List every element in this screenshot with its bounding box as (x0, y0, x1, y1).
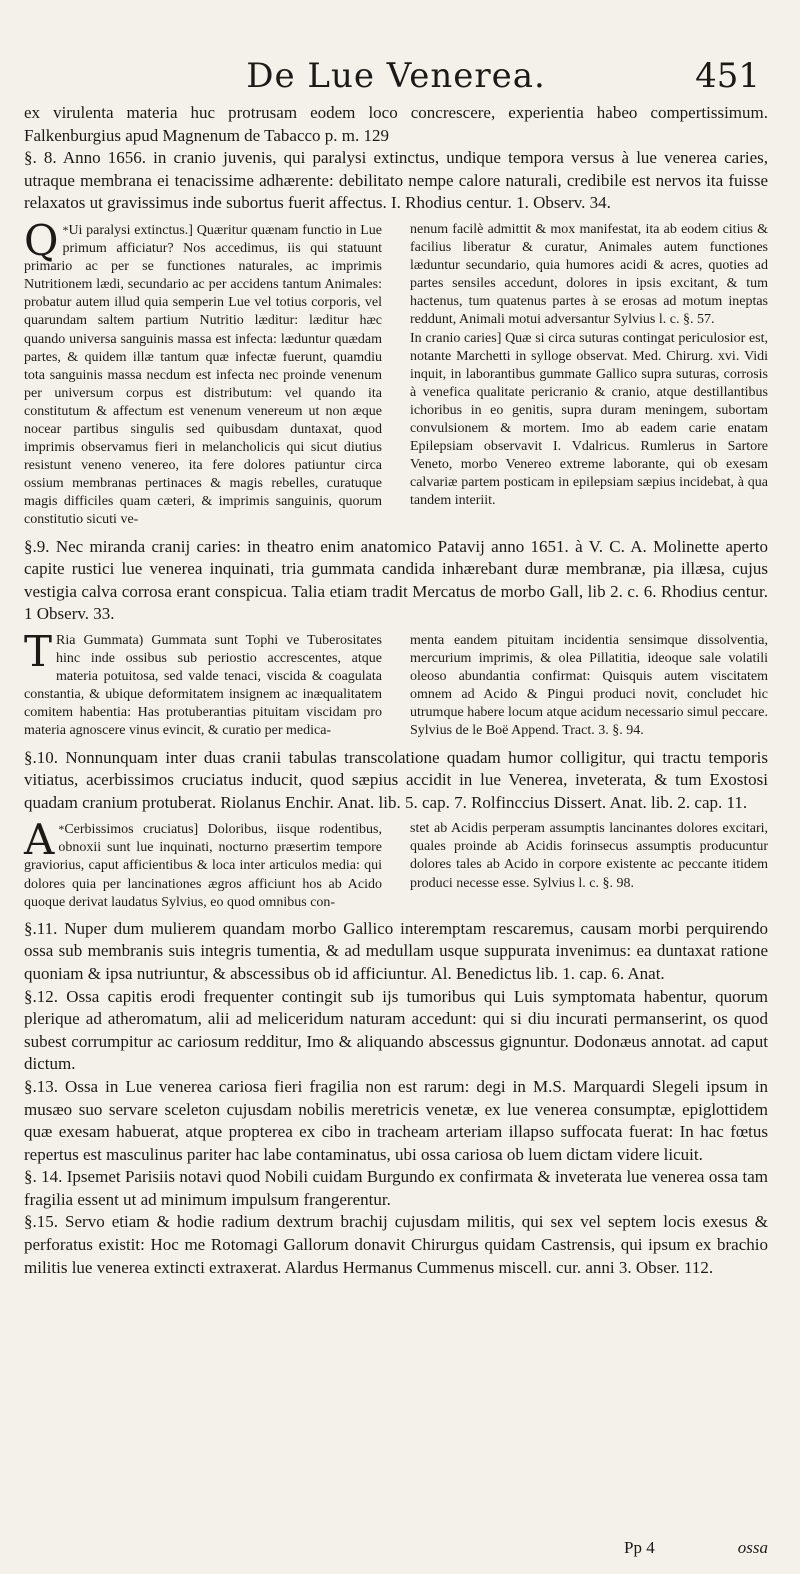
commentary-3-right: stet ab Acidis perperam assumptis lancinantes dolores excitari, quales proinde ab Acidis forinsecus assumptis producuntur dolores tales ab Acido in corpore existente ac peccante itidem produci necesse esse. Sylvius l. c. §. 98. (410, 821, 768, 891)
page-number: 451 (695, 56, 760, 96)
commentary-block-2 (24, 626, 768, 741)
commentary-3-left (24, 815, 382, 911)
catchword: ossa (737, 1538, 768, 1557)
running-title: De Lue Venerea. (246, 56, 546, 96)
commentary-1-left-text: Ui paralysi extinctus.] Quæritur quænam functio in Lue primum afficiatur? Nos accedimus, iis qui statuunt primario ac per se functiones naturales, ac imprimis Nutritionem lædi, secundario ac per accidens tantum Animales: probatur autem illud quia semperin Lue vel totius corporis, vel quarundam saltem partium Nutritio læditur: læditur hæc quando universa sanguinis massa est infecta: læduntur quædam partes, & quidem illæ tantum quæ infectæ fuerunt, quamdiu tota sanguinis massa necdum est infecta nec proinde venenum per universum corpus est distributum: vel quando ita constitutum & affectum est venenum venereum ut non æque nocear partibus singulis sed quibusdam duntaxat, quod imprimis observamus fieri in melancholicis qui sicut diutius resistunt veneno venereo, ita fere dolores patiuntur circa ossium membranas pertinaces & magis rebelles, curatuque magis difficiles quam cæteri, & imprimis sanguinis, quorum constitutio sicuti ve- (24, 222, 382, 528)
commentary-2-left-column (24, 626, 382, 741)
page-header (24, 50, 768, 102)
drop-cap-t: T (24, 626, 53, 676)
signature-mark: Pp 4 (624, 1538, 655, 1557)
commentary-3-left-column (24, 815, 382, 911)
commentary-1-right-a: nenum facilè admittit & mox manifestat, ita ab eodem citius & facilius liberatur & curatur, Animales autem functiones læduntur secundario, quia humores acidi & acres, quoties ad partes sensiles accedunt, dolores in ipsis excitant, & tum hactenus, tum quatenus partes à se erosas ad motum ineptas reddunt, Animali motui adversantur Sylvius l. c. §. 57. (410, 221, 768, 328)
drop-cap-q: Q (24, 215, 59, 265)
paragraph-10: §.10. Nonnunquam inter duas cranii tabulas transcolatione quadam humor colligitur, qui tractu temporis vitiatus, acerbissimos cruciatus inducit, quod sæpius accidit in lue Venerea, inveterata, & tum Exostosi quadam cranium protuberat. Riolanus Enchir. Anat. lib. 5. cap. 7. Rolfinccius Dissert. Anat. lib. 2. cap. 11. (24, 747, 768, 812)
commentary-2-right: menta eandem pituitam incidentia sensimque dissolventia, mercurium imprimis, & olea Pillatitia, ideoque sale volatili oleoso abundantia confirmat: Quisquis autem viscitatem omnem ad Acido & Pingui produci novit, concludet hic utrumque habere locum atque acidum necessario simul peccare. Sylvius de le Boë Append. Tract. 3. §. 94. (410, 632, 768, 739)
paragraph-13: §.13. Ossa in Lue venerea cariosa fieri fragilia non est rarum: degi in M.S. Marquardi Slegeli ipsum in musæo suo servare sceleton cujusdam nobilis meretricis venetæ, ex lue venerea consumptæ, epiglottidem quæ exesam habuerat, atque propterea ex cibo in tracheam arteriam illapso suffocata fuerat: In hac fœtus repertus est masculinus pariter hac labe contaminatus, ubi ossa cariosa ob luem dictam videre licuit. (24, 1076, 768, 1164)
commentary-block-3 (24, 815, 768, 911)
commentary-3-left-text: Cerbissimos cruciatus] Doloribus, iisque rodentibus, obnoxii sunt lue inquinati, nocturno præsertim tempore graviorius, caput afficientibus & loca inter articulos media: qui dolores quia per lancinationes ægros afficiunt hos ab Acido quoque derivat laudatus Sylvius, eo quod omnibus con- (24, 822, 382, 910)
commentary-2-right-column (410, 632, 768, 741)
paragraph-intro: ex virulenta materia huc protrusam eodem loco concrescere, experientia habeo compertissimum. Falkenburgius apud Magnenum de Tabacco p. m. 129 (24, 103, 768, 145)
paragraph-15: §.15. Servo etiam & hodie radium dextrum brachij cujusdam militis, qui sex vel septem locis exesus & perforatus existit: Hoc me Rotomagi Gallorum donavit Chirurgus quidam Castrensis, qui ipsum ex brachio militis lue venerea extincti extraxerat. Alardus Hermanus Cummenus miscell. cur. anni 3. Obser. 112. (24, 1212, 768, 1277)
commentary-1-left-column (24, 215, 382, 530)
note-asterisk: * (62, 222, 69, 237)
commentary-1-right-column (410, 221, 768, 530)
page-footer (24, 1538, 768, 1562)
paragraph-9: §.9. Nec miranda cranij caries: in theatro enim anatomico Patavij anno 1651. à V. C. A. Molinette aperto capite rustici lue venerea inquinati, tria gummata candida inhærebant duræ membranæ, pia illæsa, cujus vestigia calva corrosa erant conspicua. Talia etiam tradit Mercatus de morbo Gall, lib 2. c. 6. Rhodius centur. 1 Observ. 33. (24, 536, 768, 624)
commentary-3-right-column (410, 820, 768, 911)
drop-cap-a: A (24, 815, 55, 865)
commentary-2-left-text: Ria Gummata) Gummata sunt Tophi ve Tuberositates hinc inde ossibus sub periostio accrescentes, atque materia potuitosa, sed valde tenaci, viscida & coagulata constantia, & ubique deformitatem insignem ac inæqualitatem comitem habentia: Has protuberantias pituitam viscidam pro materia agnoscere vinus evincit, & curatio per medica- (24, 632, 382, 739)
commentary-1-right-b: In cranio caries] Quæ si circa suturas contingat periculosior est, notante Marchetti in sylloge observat. Med. Chirurg. xvi. Vidi inquit, in laborantibus gummate Gallico supra suturas, corrosis à venefica qualitate pericranio & cranio, atque destillantibus ichoribus in eo genitis, supra duram meningem, subortam convulsionem & mortem. Imo ab eadem carie enatam Epilepsiam observavit I. Vdalricus. Rumlerus in Sartore Veneto, morbo Venereo extreme laborante, qui ob exesam calvariæ partem posticam in epilepsiam sæpius incidebat, à qua tandem interiit. (410, 330, 768, 509)
paragraph-11: §.11. Nuper dum mulierem quandam morbo Gallico interemptam rescaremus, causam morbi perquirendo ossa sub membranis suis integris tumentia, & ad medullam usque suppurata invenimus: ea duntaxat ratione quoniam & ipsa nutriuntur, & abscessibus ob id afficiuntur. Al. Benedictus lib. 1. cap. 6. Anat. (24, 918, 768, 983)
commentary-block-1 (24, 215, 768, 530)
commentary-2-left (24, 626, 382, 741)
paragraph-8: §. 8. Anno 1656. in cranio juvenis, qui paralysi extinctus, undique tempora versus à lue venerea caries, utraque membrana ei tenacissime adhærente: debilitato nempe calore naturali, credibile est nervos ita fuisse relaxatos ut gravissimus inde subortus fuerit affectus. I. Rhodius centur. 1. Observ. 34. (24, 148, 768, 213)
note-asterisk: * (58, 822, 65, 837)
commentary-1-left (24, 215, 382, 530)
paragraph-14: §. 14. Ipsemet Parisiis notavi quod Nobili cuidam Burgundo ex confirmata & inveterata lue venerea ossa tam fragilia essent ut ad minimum impulsum frangerentur. (24, 1167, 768, 1209)
paragraph-12: §.12. Ossa capitis erodi frequenter contingit sub ijs tumoribus qui Luis symptomata habentur, quorum plerique ad atheromatum, alii ad meliceridum naturam accedunt: qui si diu incurati permanserint, os quod subest corrumpitur ac cariosum redditur, Imo & aliquando abscessus gignuntur. Dodonæus annotat. ad caput dictum. (24, 986, 768, 1074)
